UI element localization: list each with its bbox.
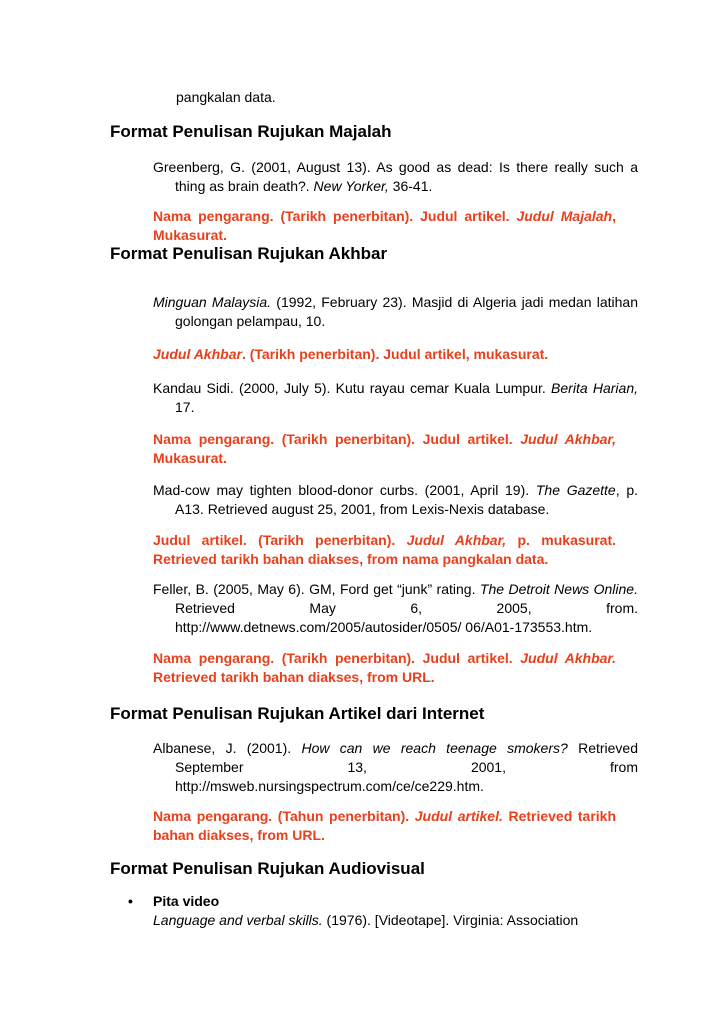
format-text: , Mukasurat. <box>153 208 616 243</box>
ref-italic: The Detroit News Online. <box>479 581 638 597</box>
ref-italic: The Gazette <box>535 482 616 498</box>
bullet-item-title: Pita video <box>153 893 220 909</box>
ref-italic: Minguan Malaysia. <box>153 294 272 310</box>
format-italic: Judul Akhbar <box>153 346 242 362</box>
format-text: Nama pengarang. (Tahun penerbitan). <box>153 808 415 824</box>
ref-text: (1976). [Videotape]. Virginia: Association <box>322 912 579 928</box>
ref-italic: How can we reach teenage smokers? <box>301 740 568 756</box>
ref-italic: Language and verbal skills. <box>153 912 323 928</box>
ref-italic: Berita Harian, <box>551 380 638 396</box>
ref-text: Greenberg, G. (2001, August 13). As good as dead: Is there really such a thing as brain death?. <box>153 159 638 194</box>
ref-text: 36-41. <box>388 178 433 194</box>
format-text: Nama pengarang. (Tarikh penerbitan). Judul artikel. <box>153 208 517 224</box>
ref-text: Mad-cow may tighten blood-donor curbs. (2001, April 19). <box>153 482 536 498</box>
format-majalah <box>153 207 616 245</box>
ref-text: , p. A13. Retrieved august 25, 2001, from Lexis-Nexis database. <box>175 482 639 517</box>
ref-example-akhbar-4 <box>153 580 638 618</box>
heading-internet: Format Penulisan Rujukan Artikel dari Internet <box>110 704 485 723</box>
format-italic: Judul Akhbar, <box>520 431 616 447</box>
format-text: Nama pengarang. (Tarikh penerbitan). Judul artikel. <box>153 650 521 666</box>
ref-text: Kandau Sidi. (2000, July 5). Kutu rayau cemar Kuala Lumpur. <box>153 380 552 396</box>
format-akhbar-2 <box>153 430 616 468</box>
format-text: Retrieved tarikh bahan diakses, from URL. <box>153 808 616 843</box>
ref-text: Retrieved September 13, 2001, from <box>175 740 639 775</box>
format-italic: Judul Akhbar. <box>520 650 616 666</box>
continuation-text: pangkalan data. <box>176 89 276 105</box>
ref-example-akhbar-1 <box>153 293 638 331</box>
ref-text: (1992, February 23). Masjid di Algeria jadi medan latihan golongan pelampau, 10. <box>175 294 638 329</box>
ref-example-akhbar-3 <box>153 481 638 519</box>
ref-example-majalah <box>153 158 638 196</box>
format-italic: Judul Akhbar, <box>406 532 507 548</box>
ref-italic: New Yorker, <box>313 178 389 194</box>
format-text: Nama pengarang. (Tarikh penerbitan). Judul artikel. <box>153 431 521 447</box>
ref-example-akhbar-2 <box>153 379 638 417</box>
format-italic: Judul Majalah <box>516 208 613 224</box>
ref-text: Albanese, J. (2001). <box>153 740 302 756</box>
ref-text: Feller, B. (2005, May 6). GM, Ford get “junk” rating. <box>153 581 480 597</box>
format-text: Mukasurat. <box>153 450 227 466</box>
bullet-marker: • <box>128 893 133 909</box>
ref-example-internet <box>153 739 638 777</box>
format-italic: Judul artikel. <box>414 808 503 824</box>
format-akhbar-1 <box>153 345 616 364</box>
format-text: . (Tarikh penerbitan). Judul artikel, mukasurat. <box>241 346 549 362</box>
ref-text: Retrieved May 6, 2005, from. <box>175 600 638 616</box>
format-akhbar-4 <box>153 649 616 687</box>
heading-majalah: Format Penulisan Rujukan Majalah <box>110 122 392 141</box>
ref-url: http://www.detnews.com/2005/autosider/0505/ 06/A01-173553.htm. <box>175 619 593 635</box>
ref-example-audiovisual <box>153 911 616 930</box>
format-text: Judul artikel. (Tarikh penerbitan). <box>153 532 407 548</box>
heading-akhbar: Format Penulisan Rujukan Akhbar <box>110 244 388 263</box>
format-akhbar-3 <box>153 531 616 569</box>
ref-text: 17. <box>175 399 195 415</box>
heading-audiovisual: Format Penulisan Rujukan Audiovisual <box>110 859 425 878</box>
ref-url: http://msweb.nursingspectrum.com/ce/ce229.htm. <box>175 778 484 794</box>
format-internet <box>153 807 616 845</box>
format-text: Retrieved tarikh bahan diakses, from URL. <box>153 669 435 685</box>
format-text: p. mukasurat. Retrieved tarikh bahan diakses, from nama pangkalan data. <box>153 532 616 567</box>
